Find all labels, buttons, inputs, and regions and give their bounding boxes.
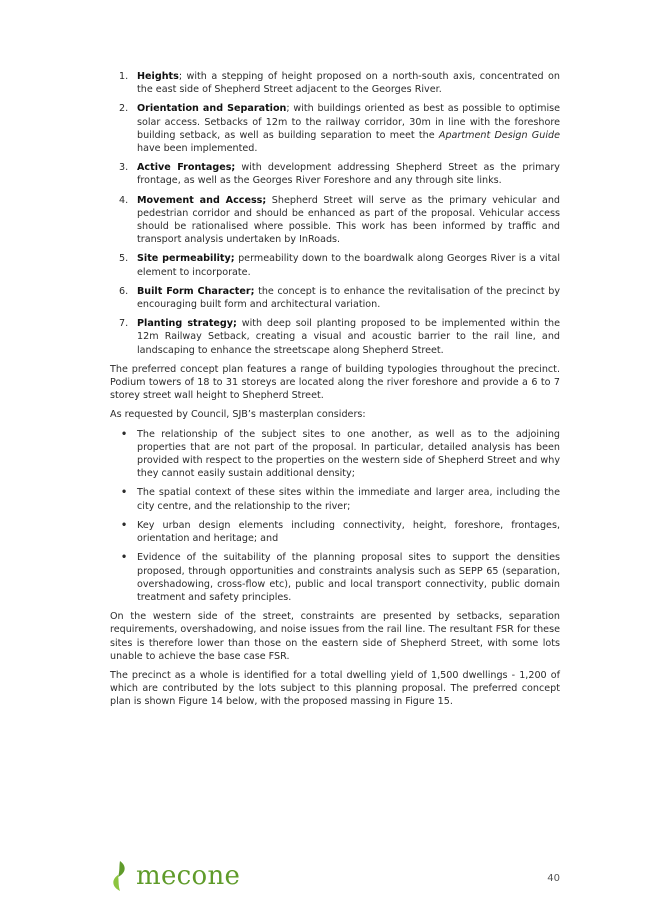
list-item [110,252,560,278]
item-term: Active Frontages; [137,162,236,174]
paragraph-dwelling-yield: The precinct as a whole is identified for a total dwelling yield of 1,500 dwellings - 1,200 of which are contributed by the lots subject to this planning proposal. The preferred concept plan is shown Figure 14 below, with the proposed massing in Figure 15. [110,669,560,708]
item-term: Planting strategy; [137,318,237,330]
item-term: Orientation and Separation [137,103,287,115]
page-number: 40 [547,873,560,884]
item-number: 7. [119,318,129,330]
item-number: 4. [119,194,129,206]
leaf-logo-icon [108,860,130,892]
bullet-item: • The relationship of the subject sites to one another, as well as to the adjoining properties that are not part of the proposal. In particular, detailed analysis has been provided with respect to the properties on the western side of Shepherd Street and why they cannot easily sustain additional density; [121,428,560,480]
item-text: with buildings oriented as best as possible to optimise solar access. Setbacks of 12m to the railway corridor, 30m in line with the foreshore building setback, as well as building separation to meet the [137,103,561,141]
logo-wordmark: mecone [136,861,241,891]
list-item [110,285,560,311]
design-principles-list [110,70,560,357]
paragraph-concept-plan: The preferred concept plan features a range of building typologies throughout the precinct. Podium towers of 18 to 31 storeys are located along the river foreshore and provide a 6 to 7 storey street wall height to Shepherd Street. [110,363,560,402]
list-item [110,161,560,187]
item-term: Site permeability; [137,253,235,265]
item-text: Shepherd Street will serve as the primary vehicular and pedestrian corridor and should be enhanced as part of the proposal. Vehicular access should be rationalised where possible. This work has been informed by traffic and transport analysis undertaken by InRoads. [137,194,560,246]
list-item [110,194,560,247]
bullet-marker: • [121,428,128,440]
item-text: with development addressing Shepherd Street as the primary frontage, as well as the Georges River Foreshore and any through site links. [137,162,560,187]
mecone-logo [108,860,240,892]
item-number: 3. [119,162,129,174]
bullet-marker: • [121,519,128,531]
item-number: 1. [119,71,129,82]
bullet-marker: • [121,487,128,499]
list-item: 2. Orientation and Separation; with buildings oriented as best as possible to optimise solar access. Setbacks of 12m to the railway corridor, 30m in line with the foreshore building setback, as well as building separation to meet the Apartment Design Guide have been implemented. [119,103,561,155]
item-term: Heights [137,71,179,82]
paragraph-masterplan-intro: As requested by Council, SJB’s masterplan considers: [110,409,366,421]
list-item [110,317,560,357]
masterplan-considerations-list [110,428,560,604]
item-term: Movement and Access; [137,194,267,206]
item-text: the concept is to enhance the revitalisation of the precinct by encouraging built form and architectural variation. [137,285,560,311]
item-term: Built Form Character; [137,285,255,297]
bullet-item: • Evidence of the suitability of the planning proposal sites to support the densities proposed, through opportunities and constraints analysis such as SEPP 65 (separation, overshadowing, cross-flow etc), public and local transport connectivity, public domain treatment and safety principles. [121,552,560,603]
item-number: 5. [119,253,129,265]
bullet-item: • The spatial context of these sites within the immediate and larger area, including the city centre, and the relationship to the river; [121,487,560,512]
item-number: 6. [119,285,129,297]
item-text: with a stepping of height proposed on a north-south axis, concentrated on the east side of Shepherd Street adjacent to the Georges River. [137,71,560,96]
page-content [110,70,560,715]
item-text: with deep soil planting proposed to be implemented within the 12m Railway Setback, creating a visual and acoustic barrier to the rail line, and landscaping to enhance the streetscape along Shepherd Street. [137,318,560,356]
bullet-item: • Key urban design elements including connectivity, height, foreshore, frontages, orientation and heritage; and [121,519,560,545]
paragraph-western-side: On the western side of the street, constraints are presented by setbacks, separation requirements, overshadowing, and noise issues from the rail line. The resultant FSR for these sites is therefore lower than those on the eastern side of Shepherd Street, with some lots unable to achieve the base case FSR. [110,611,560,662]
item-text: permeability down to the boardwalk along Georges River is a vital element to incorporate. [137,253,561,278]
bullet-marker: • [121,552,128,564]
item-number: 2. [119,103,129,115]
guide-title: Apartment Design Guide [438,129,560,141]
list-item: 1. Heights; with a stepping of height proposed on a north-south axis, concentrated on the east side of Shepherd Street adjacent to the Georges River. [119,71,560,96]
